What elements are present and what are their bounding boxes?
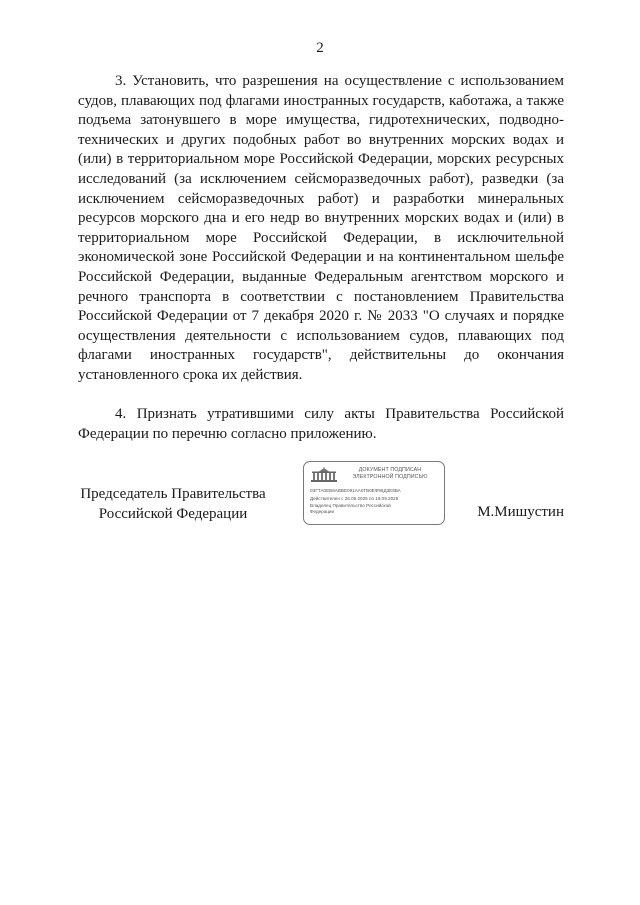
signer-position xyxy=(78,485,268,524)
stamp-certificate: 0ЗГТА0ЕВ6АВВЕ091АА0ТВ0ЕФ96Д3Е8ВА xyxy=(310,488,401,493)
stamp-validity: Действителен с 26.06.2025 по 19.09.2026 xyxy=(310,496,399,501)
signer-position-line1: Председатель Правительства xyxy=(80,486,266,502)
paragraph-4: 4. Признать утратившими силу акты Правительства Российской Федерации по перечню согласно приложению. xyxy=(78,406,564,442)
stamp-heading-line1: ДОКУМЕНТ ПОДПИСАН xyxy=(358,467,422,473)
stamp-heading-line2: ЭЛЕКТРОННОЙ ПОДПИСЬЮ xyxy=(352,474,428,480)
electronic-signature-stamp xyxy=(303,461,445,525)
stamp-owner-line1: Владелец Правительство Российской xyxy=(310,503,391,508)
paragraph-3: 3. Установить, что разрешения на осуществление с использованием судов, плавающих под флагами иностранных государств, каботажа, а также подъема затонувшего в море имущества, гидротехнических, подводно-технических и других подобных работ во внутренних морских водах и (или) в территориальном море Российской Федерации, морских ресурсных исследований (за исключением сейсморазведочных работ), разведки (за исключением сейсморазведочных работ) и разработки минеральных ресурсов морского дна и его недр во внутренних морских водах и (или) в территориальном море Российской Федерации, в исключительной экономической зоне Российской Федерации и на континентальном шельфе Российской Федерации, выданные Федеральным агентством морского и речного транспорта в соответствии с постановлением Правительства Российской Федерации от 7 декабря 2020 г. № 2033 "О случаях и порядке осуществления деятельности с использованием судов, плавающих под флагами иностранных государств", действительны до окончания установленного срока их действия. xyxy=(78,73,564,383)
stamp-owner-line2: Федерации xyxy=(310,509,335,514)
stamp-heading xyxy=(338,467,442,481)
signer-name: М.Мишустин xyxy=(477,504,564,520)
signer-position-line2: Российской Федерации xyxy=(98,505,248,522)
page-number: 2 xyxy=(316,40,324,56)
government-building-icon xyxy=(310,467,338,483)
